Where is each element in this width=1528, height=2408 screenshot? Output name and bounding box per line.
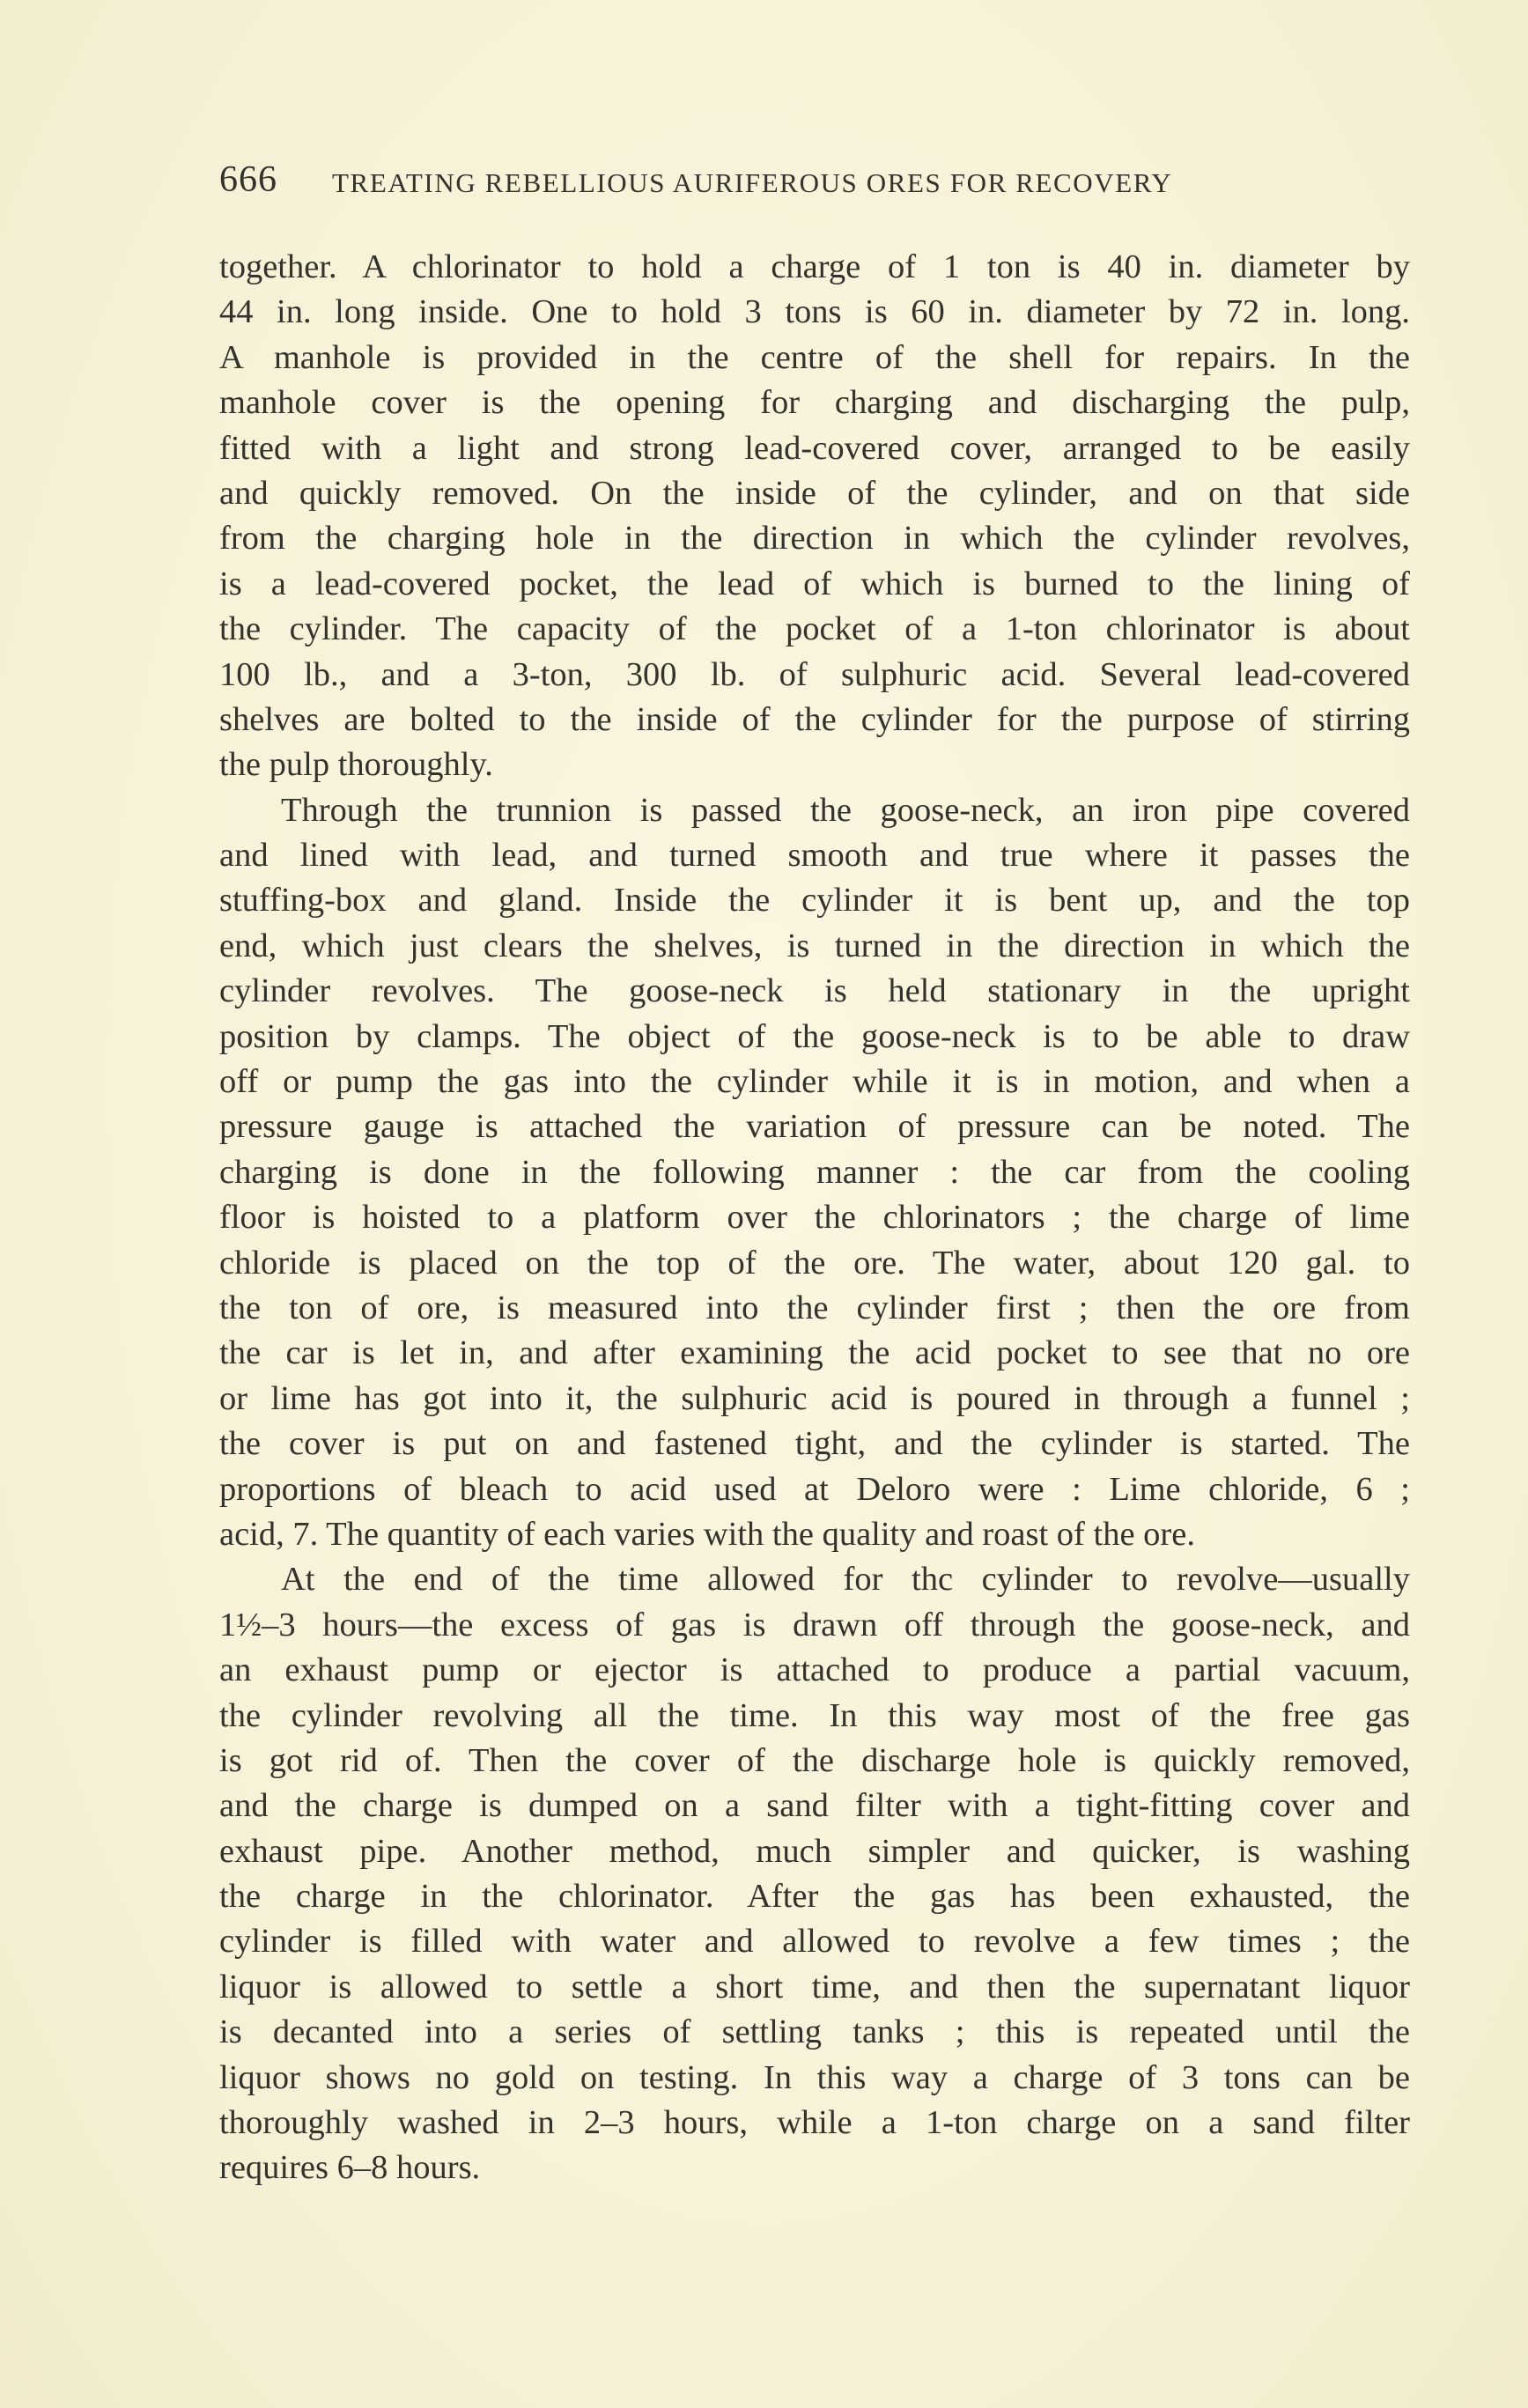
text-line: A manhole is provided in the centre of the shell for repairs. In the [219,338,1410,376]
text-line: off or pump the gas into the cylinder while it is in motion, and when a [219,1063,1410,1101]
running-title: TREATING REBELLIOUS AURIFEROUS ORES FOR RECOVERY [332,167,1173,198]
text-line: fitted with a light and strong lead-covered cover, arranged to be easily [219,429,1410,467]
text-line: 1½–3 hours—the excess of gas is drawn off through the goose-neck, and [219,1606,1410,1643]
text-line: liquor is allowed to settle a short time, and then the supernatant liquor [219,1968,1410,2005]
text-line: charging is done in the following manner : the car from the cooling [219,1153,1410,1191]
paragraph [219,788,1410,1558]
text-line: position by clamps. The object of the goose-neck is to be able to draw [219,1017,1410,1055]
text-line: Through the trunnion is passed the goose-neck, an iron pipe covered [281,791,1410,829]
text-line: cylinder revolves. The goose-neck is held stationary in the upright [219,972,1410,1010]
text-line: is a lead-covered pocket, the lead of which is burned to the lining of [219,565,1410,602]
text-line: requires 6–8 hours. [219,2149,481,2187]
paragraph [219,245,1410,788]
text-line: is decanted into a series of settling tanks ; this is repeated until the [219,2013,1410,2051]
page-number: 666 [219,159,277,200]
text-line: stuffing-box and gland. Inside the cylinder it is bent up, and the top [219,882,1410,920]
text-line: and quickly removed. On the inside of the cylinder, and on that side [219,474,1410,512]
text-line: an exhaust pump or ejector is attached to produce a partial vacuum, [219,1651,1410,1689]
text-line: or lime has got into it, the sulphuric acid is poured in through a funnel ; [219,1379,1410,1417]
text-line: manhole cover is the opening for charging and discharging the pulp, [219,384,1410,422]
paragraph [219,1557,1410,2190]
text-line: and lined with lead, and turned smooth and true where it passes the [219,837,1410,875]
text-line: is got rid of. Then the cover of the discharge hole is quickly removed, [219,1741,1410,1779]
text-line: floor is hoisted to a platform over the chlorinators ; the charge of lime [219,1199,1410,1237]
body-text [219,245,1410,2191]
text-line: the cover is put on and fastened tight, and the cylinder is started. The [219,1425,1410,1463]
text-line: the ton of ore, is measured into the cylinder first ; then the ore from [219,1289,1410,1326]
text-line: the cylinder. The capacity of the pocket of a 1-ton chlorinator is about [219,610,1410,648]
text-line: from the charging hole in the direction in which the cylinder revolves, [219,520,1410,558]
text-line: end, which just clears the shelves, is turned in the direction in which the [219,927,1410,964]
text-line: At the end of the time allowed for thc cylinder to revolve—usually [281,1561,1410,1599]
text-line: exhaust pipe. Another method, much simpler and quicker, is washing [219,1832,1410,1870]
text-line: the car is let in, and after examining the acid pocket to see that no ore [219,1334,1410,1372]
running-header [219,159,1410,204]
text-line: shelves are bolted to the inside of the cylinder for the purpose of stirring [219,700,1410,738]
text-line: pressure gauge is attached the variation of pressure can be noted. The [219,1108,1410,1146]
text-line: and the charge is dumped on a sand filter with a tight-fitting cover and [219,1787,1410,1825]
text-line: 44 in. long inside. One to hold 3 tons is 60 in. diameter by 72 in. long. [219,293,1410,331]
text-line: acid, 7. The quantity of each varies with the quality and roast of the ore. [219,1515,1195,1553]
text-line: chloride is placed on the top of the ore. The water, about 120 gal. to [219,1244,1410,1282]
text-line: together. A chlorinator to hold a charge of 1 ton is 40 in. diameter by [219,248,1410,285]
text-line: the charge in the chlorinator. After the gas has been exhausted, the [219,1878,1410,1916]
text-line: liquor shows no gold on testing. In this way a charge of 3 tons can be [219,2058,1410,2096]
text-line: cylinder is filled with water and allowed to revolve a few times ; the [219,1923,1410,1961]
text-line: 100 lb., and a 3-ton, 300 lb. of sulphuric acid. Several lead-covered [219,655,1410,693]
text-line: proportions of bleach to acid used at Deloro were : Lime chloride, 6 ; [219,1470,1410,1508]
text-line: the pulp thoroughly. [219,746,493,784]
text-line: thoroughly washed in 2–3 hours, while a 1-ton charge on a sand filter [219,2104,1410,2142]
text-line: the cylinder revolving all the time. In this way most of the free gas [219,1696,1410,1734]
